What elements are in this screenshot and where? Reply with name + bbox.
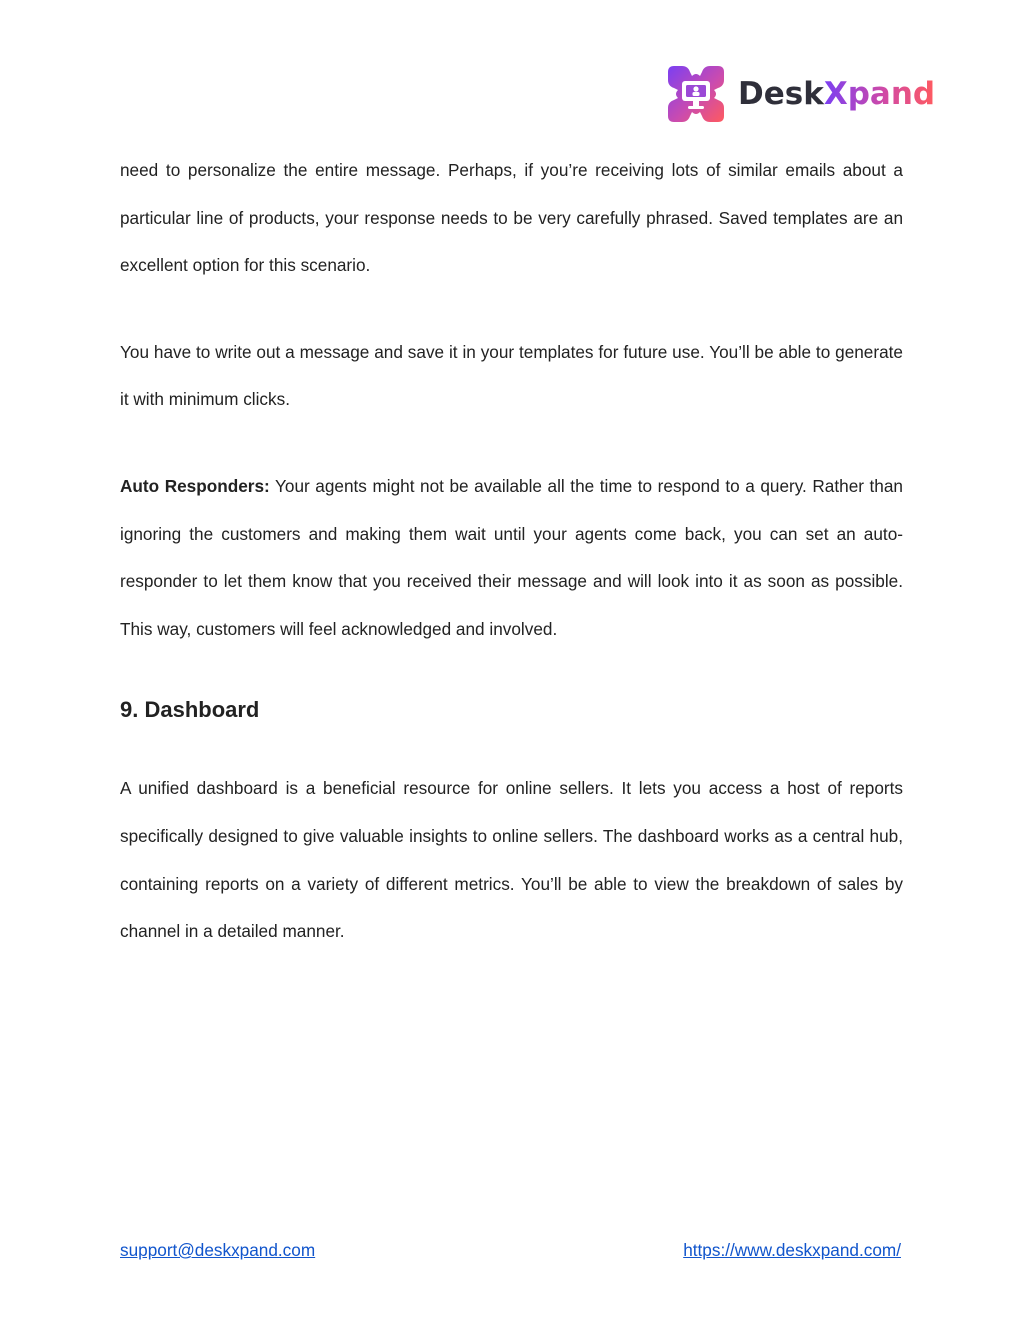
page-footer — [120, 1238, 901, 1262]
auto-responders-body: Your agents might not be available all the time to respond to a query. Rather than ignoring the customers and making them wait until your agents come back, you can set an auto-responder to let them know that you received their message and will look into it as soon as possible. This way, customers will feel acknowledged and involved. — [120, 475, 903, 639]
paragraph-dashboard: A unified dashboard is a beneficial resource for online sellers. It lets you access a host of reports specifically designed to give valuable insights to online sellers. The dashboard works as a central hub, containing reports on a variety of different metrics. You’ll be able to view the breakdown of sales by channel in a detailed manner. — [120, 778, 903, 942]
paragraph-auto-responders — [120, 463, 903, 653]
brand-word-part2: Xpand — [823, 75, 936, 112]
document-body — [120, 147, 903, 956]
section-heading-dashboard: 9. Dashboard — [120, 697, 260, 723]
brand-wordmark — [738, 75, 936, 112]
monitor-cross-logo-icon — [664, 62, 728, 126]
brand-logo — [664, 60, 944, 128]
auto-responders-lead: Auto Responders: — [120, 475, 270, 496]
brand-word-part1: Desk — [738, 75, 824, 112]
paragraph-saved-templates: need to personalize the entire message. Perhaps, if you’re receiving lots of similar emails about a particular line of products, your response needs to be very carefully phrased. Saved templates are an excellent option for this scenario. — [120, 160, 903, 276]
website-link[interactable]: https://www.deskxpand.com/ — [683, 1240, 901, 1260]
support-email-link[interactable]: support@deskxpand.com — [120, 1240, 316, 1260]
paragraph-write-message: You have to write out a message and save it in your templates for future use. You’ll be able to generate it with minimum clicks. — [120, 341, 903, 410]
